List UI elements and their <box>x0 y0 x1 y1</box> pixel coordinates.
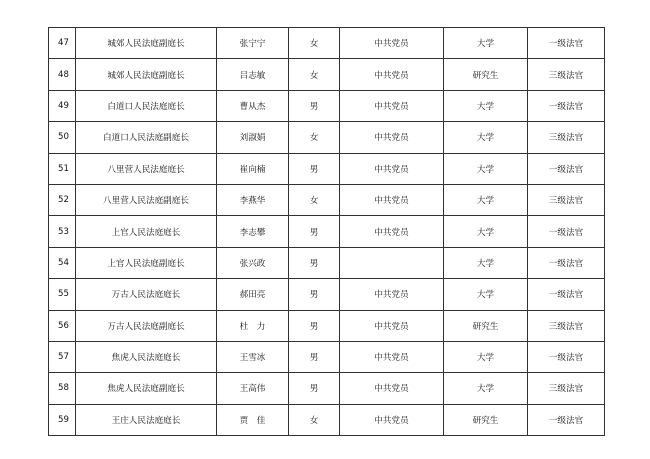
party-affiliation-cell: 中共党员 <box>340 153 444 184</box>
party-affiliation-cell: 中共党员 <box>340 184 444 215</box>
education-level-cell: 大学 <box>444 247 528 278</box>
person-name-cell: 曹从杰 <box>217 90 289 121</box>
position-title-cell: 白道口人民法庭庭长 <box>76 90 217 121</box>
table-row <box>49 404 605 435</box>
education-level-cell: 研究生 <box>444 59 528 90</box>
party-affiliation-cell: 中共党员 <box>340 59 444 90</box>
judge-rank-cell: 一级法官 <box>528 404 605 435</box>
party-affiliation-cell: 中共党员 <box>340 122 444 153</box>
row-number-cell: 53 <box>49 216 76 247</box>
position-title-cell: 王庄人民法庭庭长 <box>76 404 217 435</box>
education-level-cell: 大学 <box>444 279 528 310</box>
position-title-cell: 万古人民法庭庭长 <box>76 279 217 310</box>
row-number-cell: 56 <box>49 310 76 341</box>
education-level-cell: 大学 <box>444 122 528 153</box>
party-affiliation-cell: 中共党员 <box>340 279 444 310</box>
gender-cell: 男 <box>289 341 340 372</box>
gender-cell: 男 <box>289 247 340 278</box>
education-level-cell: 大学 <box>444 28 528 59</box>
position-title-cell: 万古人民法庭副庭长 <box>76 310 217 341</box>
row-number-cell: 48 <box>49 59 76 90</box>
judge-rank-cell: 三级法官 <box>528 59 605 90</box>
education-level-cell: 研究生 <box>444 310 528 341</box>
party-affiliation-cell: 中共党员 <box>340 28 444 59</box>
person-name-cell: 吕志敏 <box>217 59 289 90</box>
table-row <box>49 310 605 341</box>
gender-cell: 男 <box>289 279 340 310</box>
education-level-cell: 大学 <box>444 216 528 247</box>
person-name-cell: 崔向楠 <box>217 153 289 184</box>
party-affiliation-cell: 中共党员 <box>340 373 444 404</box>
education-level-cell: 大学 <box>444 341 528 372</box>
person-name-cell: 李燕华 <box>217 184 289 215</box>
position-title-cell: 城郊人民法庭副庭长 <box>76 28 217 59</box>
table-row <box>49 341 605 372</box>
gender-cell: 女 <box>289 59 340 90</box>
gender-cell: 女 <box>289 28 340 59</box>
row-number-cell: 47 <box>49 28 76 59</box>
table-row <box>49 216 605 247</box>
education-level-cell: 研究生 <box>444 404 528 435</box>
row-number-cell: 51 <box>49 153 76 184</box>
row-number-cell: 52 <box>49 184 76 215</box>
personnel-table-body <box>49 28 605 436</box>
judge-rank-cell: 三级法官 <box>528 122 605 153</box>
row-number-cell: 49 <box>49 90 76 121</box>
judge-rank-cell: 一级法官 <box>528 216 605 247</box>
judge-rank-cell: 一级法官 <box>528 90 605 121</box>
education-level-cell: 大学 <box>444 373 528 404</box>
table-row <box>49 184 605 215</box>
position-title-cell: 八里营人民法庭副庭长 <box>76 184 217 215</box>
table-row <box>49 28 605 59</box>
table-row <box>49 279 605 310</box>
gender-cell: 女 <box>289 122 340 153</box>
judge-rank-cell: 一级法官 <box>528 247 605 278</box>
person-name-cell: 王雪冰 <box>217 341 289 372</box>
party-affiliation-cell: 中共党员 <box>340 90 444 121</box>
party-affiliation-cell: 中共党员 <box>340 404 444 435</box>
gender-cell: 男 <box>289 216 340 247</box>
education-level-cell: 大学 <box>444 184 528 215</box>
table-row <box>49 59 605 90</box>
person-name-cell: 贾 佳 <box>217 404 289 435</box>
party-affiliation-cell: 中共党员 <box>340 216 444 247</box>
person-name-cell: 王高伟 <box>217 373 289 404</box>
person-name-cell: 刘淑娟 <box>217 122 289 153</box>
row-number-cell: 54 <box>49 247 76 278</box>
gender-cell: 男 <box>289 153 340 184</box>
party-affiliation-cell <box>340 247 444 278</box>
position-title-cell: 焦虎人民法庭庭长 <box>76 341 217 372</box>
row-number-cell: 58 <box>49 373 76 404</box>
judge-rank-cell: 一级法官 <box>528 279 605 310</box>
row-number-cell: 59 <box>49 404 76 435</box>
position-title-cell: 上官人民法庭副庭长 <box>76 247 217 278</box>
party-affiliation-cell: 中共党员 <box>340 310 444 341</box>
position-title-cell: 上官人民法庭庭长 <box>76 216 217 247</box>
gender-cell: 男 <box>289 373 340 404</box>
table-row <box>49 373 605 404</box>
person-name-cell: 张兴政 <box>217 247 289 278</box>
person-name-cell: 郝田亮 <box>217 279 289 310</box>
personnel-table <box>48 27 605 436</box>
judge-rank-cell: 一级法官 <box>528 153 605 184</box>
person-name-cell: 李志攀 <box>217 216 289 247</box>
person-name-cell: 张宁宁 <box>217 28 289 59</box>
party-affiliation-cell: 中共党员 <box>340 341 444 372</box>
table-row <box>49 247 605 278</box>
gender-cell: 女 <box>289 184 340 215</box>
gender-cell: 男 <box>289 90 340 121</box>
gender-cell: 男 <box>289 310 340 341</box>
position-title-cell: 白道口人民法庭副庭长 <box>76 122 217 153</box>
table-row <box>49 90 605 121</box>
position-title-cell: 焦虎人民法庭副庭长 <box>76 373 217 404</box>
gender-cell: 女 <box>289 404 340 435</box>
judge-rank-cell: 三级法官 <box>528 373 605 404</box>
position-title-cell: 八里营人民法庭庭长 <box>76 153 217 184</box>
education-level-cell: 大学 <box>444 153 528 184</box>
judge-rank-cell: 一级法官 <box>528 341 605 372</box>
position-title-cell: 城郊人民法庭副庭长 <box>76 59 217 90</box>
judge-rank-cell: 三级法官 <box>528 310 605 341</box>
education-level-cell: 大学 <box>444 90 528 121</box>
table-row <box>49 122 605 153</box>
table-row <box>49 153 605 184</box>
person-name-cell: 杜 力 <box>217 310 289 341</box>
row-number-cell: 57 <box>49 341 76 372</box>
row-number-cell: 50 <box>49 122 76 153</box>
row-number-cell: 55 <box>49 279 76 310</box>
judge-rank-cell: 三级法官 <box>528 184 605 215</box>
judge-rank-cell: 一级法官 <box>528 28 605 59</box>
